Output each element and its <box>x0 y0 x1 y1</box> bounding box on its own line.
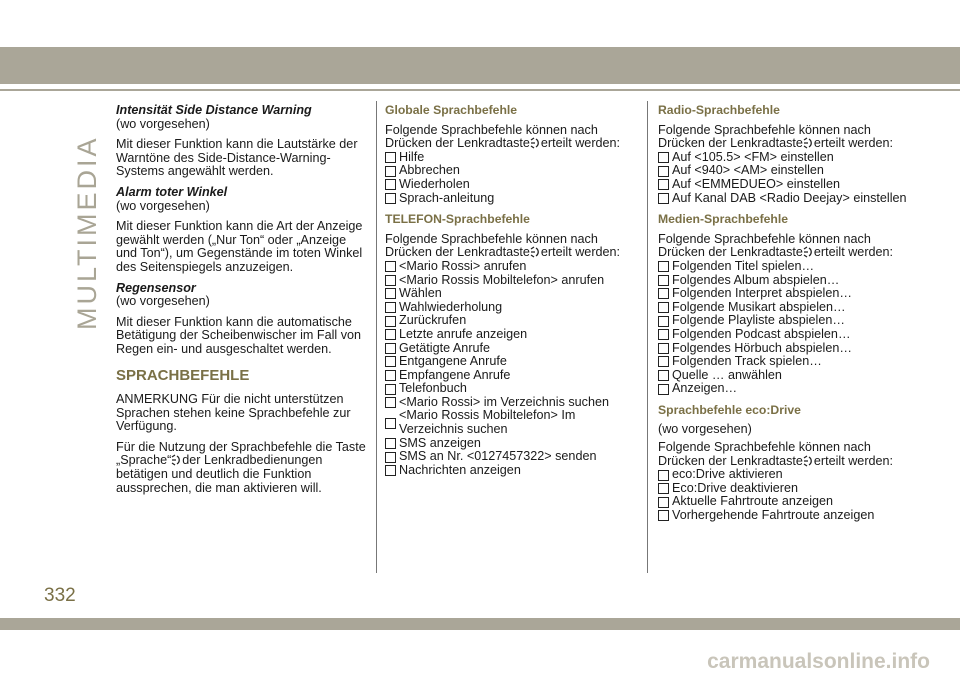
paragraph <box>116 441 368 495</box>
intro-paragraph: Folgende Sprachbefehle können nach Drücken der Lenkradtaste erteilt werden: <box>658 122 894 151</box>
list-item-label: Auf <EMMEDUEO> einstellen <box>672 176 840 191</box>
bullet-box-icon <box>658 497 669 508</box>
list-item <box>658 495 910 509</box>
list-item-label: Empfangene Anrufe <box>399 367 511 382</box>
command-list <box>385 151 637 205</box>
list-item-label: Folgenden Titel spielen… <box>672 258 815 273</box>
bullet-box-icon <box>385 397 396 408</box>
bullet-box-icon <box>658 193 669 204</box>
list-item-label: Folgende Musikart abspielen… <box>672 299 846 314</box>
bullet-box-icon <box>658 343 669 354</box>
list-item <box>658 151 910 165</box>
section-title: Alarm toter Winkel <box>116 184 228 199</box>
list-item <box>658 482 910 496</box>
bullet-box-icon <box>385 452 396 463</box>
bullet-box-icon <box>658 316 669 327</box>
bullet-box-icon <box>658 483 669 494</box>
list-item <box>385 328 637 342</box>
list-item <box>385 274 637 288</box>
list-item <box>385 382 637 396</box>
list-item <box>385 287 637 301</box>
note-paragraph: ANMERKUNG Für die nicht unterstützen Sprachen stehen keine Sprachbefehle zur Verfügung. <box>116 392 351 434</box>
text-part: Für die Nutzung der Sprachbefehle die Taste „Sprache“ <box>116 439 366 468</box>
list-item-label: Entgangene Anrufe <box>399 354 507 369</box>
voice-button-icon <box>530 137 541 149</box>
section-title: Intensität Side Distance Warning <box>116 103 312 117</box>
voice-button-icon <box>803 455 814 467</box>
bullet-box-icon <box>658 275 669 286</box>
column-2 <box>385 104 637 477</box>
command-list <box>658 151 910 205</box>
list-item <box>658 468 910 482</box>
header-band <box>0 47 960 84</box>
paragraph: Mit dieser Funktion kann die Art der Anzeige gewählt werden („Nur Ton“ oder „Anzeige und Ton“), um Gegenstände im toten Winkel des Seitenspiegels anzuzeigen. <box>116 219 363 274</box>
list-item-label: SMS an Nr. <0127457322> senden <box>399 449 597 464</box>
list-item-label: Letzte anrufe anzeigen <box>399 326 528 341</box>
list-item-label: Auf <105.5> <FM> einstellen <box>672 149 834 164</box>
list-item-label: <Mario Rossi> anrufen <box>399 258 527 273</box>
list-item <box>385 314 637 328</box>
command-list <box>658 468 910 522</box>
list-item-label: Quelle … anwählen <box>672 367 782 382</box>
column-divider <box>376 101 377 573</box>
bullet-box-icon <box>385 179 396 190</box>
list-item-label: Folgendes Hörbuch abspielen… <box>672 340 852 355</box>
bullet-box-icon <box>385 193 396 204</box>
list-item <box>385 369 637 383</box>
section-title: Medien-Sprachbefehle <box>658 212 789 227</box>
list-item-label: eco:Drive aktivieren <box>672 467 783 482</box>
bullet-box-icon <box>658 510 669 521</box>
list-item <box>385 355 637 369</box>
intro-paragraph: Folgende Sprachbefehle können nach Drücken der Lenkradtaste erteilt werden: <box>658 440 894 468</box>
bullet-box-icon <box>658 370 669 381</box>
list-item-label: Zurückrufen <box>399 313 467 328</box>
bullet-box-icon <box>658 302 669 313</box>
list-item <box>658 274 910 288</box>
bullet-box-icon <box>385 302 396 313</box>
list-item <box>658 328 910 342</box>
list-item-label: Folgenden Podcast abspielen… <box>672 326 851 341</box>
list-item <box>658 192 910 206</box>
section-tab: MULTIMEDIA <box>72 135 102 330</box>
intro-paragraph: Folgende Sprachbefehle können nach Drücken der Lenkradtaste erteilt werden: <box>658 231 894 260</box>
list-item-label: Eco:Drive deaktivieren <box>672 480 798 495</box>
bullet-box-icon <box>658 356 669 367</box>
bullet-box-icon <box>385 152 396 163</box>
list-item-label: <Mario Rossi> im Verzeichnis suchen <box>399 394 609 409</box>
list-item <box>658 382 910 396</box>
section-title: Regensensor <box>116 280 196 295</box>
intro-paragraph: Folgende Sprachbefehle können nach Drücken der Lenkradtaste erteilt werden: <box>385 122 621 151</box>
section-note: (wo vorgesehen) <box>116 116 210 131</box>
voice-button-icon <box>803 246 814 258</box>
voice-button-icon <box>530 246 541 258</box>
footer-band <box>0 618 960 630</box>
page-number: 332 <box>44 585 76 606</box>
list-item <box>385 409 637 436</box>
bullet-box-icon <box>658 152 669 163</box>
list-item <box>385 464 637 478</box>
intro-paragraph: Folgende Sprachbefehle können nach Drücken der Lenkradtaste erteilt werden: <box>385 231 621 260</box>
text-part: der Lenkradbedienungen betätigen und deutlich die Funktion aussprechen, die man aktivieren will. <box>116 453 323 495</box>
bullet-box-icon <box>385 384 396 395</box>
list-item-label: Telefonbuch <box>399 381 467 396</box>
command-list <box>658 260 910 396</box>
list-item <box>658 287 910 301</box>
bullet-box-icon <box>658 329 669 340</box>
section-title: Radio-Sprachbefehle <box>658 103 780 117</box>
list-item <box>658 369 910 383</box>
list-item-label: <Mario Rossis Mobiltelefon> Im Verzeichnis suchen <box>399 408 576 437</box>
bullet-box-icon <box>385 316 396 327</box>
bullet-box-icon <box>658 166 669 177</box>
list-item <box>658 301 910 315</box>
list-item-label: Folgendes Album abspielen… <box>672 272 840 287</box>
list-item-label: Auf Kanal DAB <Radio Deejay> einstellen <box>672 190 907 205</box>
list-item <box>385 151 637 165</box>
list-item-label: Abbrechen <box>399 163 460 178</box>
list-item-label: Hilfe <box>399 149 425 164</box>
bullet-box-icon <box>385 288 396 299</box>
list-item-label: Wahlwiederholung <box>399 299 503 314</box>
list-item <box>658 342 910 356</box>
chapter-heading: SPRACHBEFEHLE <box>116 366 250 384</box>
list-item-label: Wählen <box>399 286 442 301</box>
bullet-box-icon <box>658 179 669 190</box>
list-item <box>658 178 910 192</box>
section-title: TELEFON-Sprachbefehle <box>385 212 530 227</box>
list-item <box>658 314 910 328</box>
bullet-box-icon <box>385 356 396 367</box>
list-item-label: Vorhergehende Fahrtroute anzeigen <box>672 508 875 523</box>
list-item <box>385 396 637 410</box>
list-item <box>658 355 910 369</box>
list-item <box>385 437 637 451</box>
list-item-label: Auf <940> <AM> einstellen <box>672 163 824 178</box>
bullet-box-icon <box>385 166 396 177</box>
list-item <box>658 509 910 523</box>
list-item <box>658 260 910 274</box>
bullet-box-icon <box>658 261 669 272</box>
list-item <box>385 450 637 464</box>
command-list <box>385 260 637 478</box>
list-item <box>385 260 637 274</box>
section-note: (wo vorgesehen) <box>116 198 210 213</box>
voice-button-icon <box>171 454 182 466</box>
bullet-box-icon <box>658 470 669 481</box>
list-item-label: Folgenden Interpret abspielen… <box>672 286 852 301</box>
bullet-box-icon <box>385 438 396 449</box>
bullet-box-icon <box>385 275 396 286</box>
watermark: carmanualsonline.info <box>707 650 930 673</box>
list-item-label: Folgende Playliste abspielen… <box>672 313 845 328</box>
column-1 <box>116 104 368 502</box>
list-item-label: Anzeigen… <box>672 381 738 396</box>
bullet-box-icon <box>658 384 669 395</box>
list-item-label: SMS anzeigen <box>399 435 481 450</box>
list-item-label: Aktuelle Fahrtroute anzeigen <box>672 494 834 509</box>
bullet-box-icon <box>385 418 396 429</box>
list-item-label: Sprach-anleitung <box>399 190 495 205</box>
bullet-box-icon <box>385 329 396 340</box>
list-item <box>385 164 637 178</box>
list-item <box>385 301 637 315</box>
bullet-box-icon <box>385 261 396 272</box>
voice-button-icon <box>803 137 814 149</box>
column-divider <box>647 101 648 573</box>
list-item <box>385 192 637 206</box>
list-item <box>658 164 910 178</box>
column-3 <box>658 104 910 523</box>
section-note: (wo vorgesehen) <box>116 294 210 309</box>
list-item-label: Wiederholen <box>399 176 470 191</box>
bullet-box-icon <box>385 343 396 354</box>
section-title: Sprachbefehle eco:Drive <box>658 402 801 417</box>
list-item-label: <Mario Rossis Mobiltelefon> anrufen <box>399 272 605 287</box>
section-note: (wo vorgesehen) <box>658 422 752 437</box>
list-item-label: Getätigte Anrufe <box>399 340 491 355</box>
bullet-box-icon <box>658 288 669 299</box>
list-item-label: Folgenden Track spielen… <box>672 354 822 369</box>
section-title: Globale Sprachbefehle <box>385 103 518 117</box>
list-item <box>385 342 637 356</box>
paragraph: Mit dieser Funktion kann die Lautstärke der Warntöne des Side-Distance-Warning-Systems angewählt werden. <box>116 137 358 179</box>
paragraph: Mit dieser Funktion kann die automatische Betätigung der Scheibenwischer im Fall von Regen ein- und ausgeschaltet werden. <box>116 314 362 356</box>
list-item <box>385 178 637 192</box>
header-rule <box>0 89 960 91</box>
list-item-label: Nachrichten anzeigen <box>399 462 521 477</box>
bullet-box-icon <box>385 370 396 381</box>
bullet-box-icon <box>385 465 396 476</box>
